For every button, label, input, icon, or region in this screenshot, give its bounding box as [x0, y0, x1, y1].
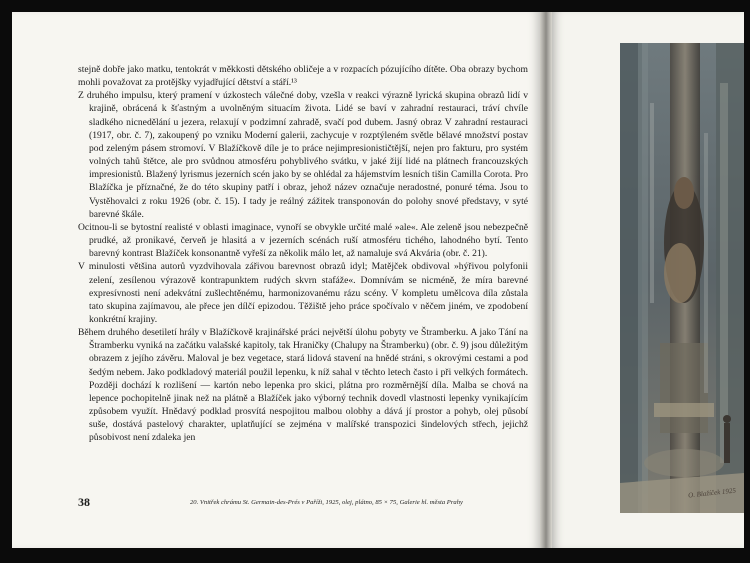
paragraph-3: Ocitnou-li se bytostní realisté v oblasti imaginace, vynoří se obvykle určité malé »ale«. Ale zeleně jsou nebezpečně prudké, až pronikavé, červeň je hlasitá a v jezerních scénách ruší atmosféru tichého, lahodného bytí. Tento barevný kontrast Blažíček konsonantně vyřeší za několik málo let, až namaluje svá Akvária (obr. č. 21). — [78, 221, 528, 260]
page-number: 38 — [78, 495, 90, 509]
paragraph-1: stejně dobře jako matku, tentokrát v měkkosti dětského obličeje a v rozpacích pózujícího dítěte. Oba obrazy bychom mohli považovat za protějšky vyjadřující dětství a stáří.¹³ — [78, 64, 528, 89]
paragraph-5: Během druhého desetiletí hrály v Blažíčkově krajinářské práci největší úlohu pobyty ve Štramberku. A jako Tání na Štramberku vyniká na začátku valašské kapitoly, tak Hraničky (Chalupy na Štramberku) (obr. č. 9) jsou důležitým obrazem z jejího závěru. Maloval je bez vegetace, stará lidová stavení na hnědé stráni, s okrovými cestami a pod šedým nebem. Jako podkladový materiál použil lepenku, k níž sahal v těchto letech často i při velkých formátech. Později dochází k rozlišení — kartón nebo lepenka pro skici, plátna pro rozměrnější díla. Malba se chová na lepence pochopitelně jinak než na plátně a Blažíček jako výborný technik dovedl vlastnosti lepenky vynikajícím způsobem využít. Hnědavý podklad prosvítá nespojitou malbou olobhy a dává jí prostor a pohyb, olej působí suše, dostává pastelový charakter, uplatňující se zejména v malířské transpozici šindelových střech, jejichž působivost není zdaleka jen — [78, 327, 528, 444]
body-text — [78, 63, 528, 445]
book-gutter — [540, 12, 552, 548]
painting-signature: O. Blažíček 1925 — [687, 486, 737, 500]
paragraph-4: V minulosti většina autorů vyzdvihovala zářivou barevnost obrazů idyl; Matějček obdivoval »hýřivou polyfonii zelení, zesílenou výrazově kontrapunktem rudých skvrn stafáže«. Domnívám se nicméně, že míra barevné expresívnosti není adekvátní zušlechtěnému, harmonizovanému rázu scény. V kompletu umělcova díla zůstala tato skupina zajímavou, ale přece jen dílčí epizodou. Těžiště jeho práce spočívalo v něčem jiném, ve zpodobení konkrétní krajiny. — [78, 261, 528, 325]
painting-reproduction — [620, 43, 744, 513]
painting-image — [620, 43, 744, 513]
paragraph-2: Z druhého impulsu, který pramení v úzkostech válečné doby, vzešla v reakci výrazně lyrická skupina obrazů lidí v krajině, obrácená k šťastným a uvolněným situacím života. Lidé se baví v zahradní restauraci, tráví chvíle sladkého nicnedělání u jezera, relaxují v podzimní zahradě, svačí pod dubem. Jasný obraz V zahradní restauraci (1917, obr. č. 7), zakoupený po vzniku Moderní galerii, zachycuje v rozptýleném světle bělavé množství postav pod zeleným pásem stromoví. V Blažíčkově díle je to práce nejimpresionističtější, nejen pro fakturu, pro systém volných tahů štětce, ale pro svůdnou atmosféru pohyblivého svátku, v jaké žijí lidé na plátnech francouzských impresionistů. Blažený lyrismus jezerních scén jako by se ohlédal za hájemstvím lesních tišin Camilla Corota. Pro Blažíčka je příznačné, že do této skupiny patří i obraz, jehož název označuje neradostné, ponuré téma. Jsou to Vystěhovalci z roku 1926 (obr. č. 15). I tady je reálný zážitek transponován do polohy snové představy, v syté barevné škále. — [78, 90, 528, 220]
figure-caption: 20. Vnitřek chrámu St. Germain-des-Prés v Paříži, 1925, olej, plátno, 85 × 75, Galerie hl. města Prahy — [190, 499, 463, 506]
